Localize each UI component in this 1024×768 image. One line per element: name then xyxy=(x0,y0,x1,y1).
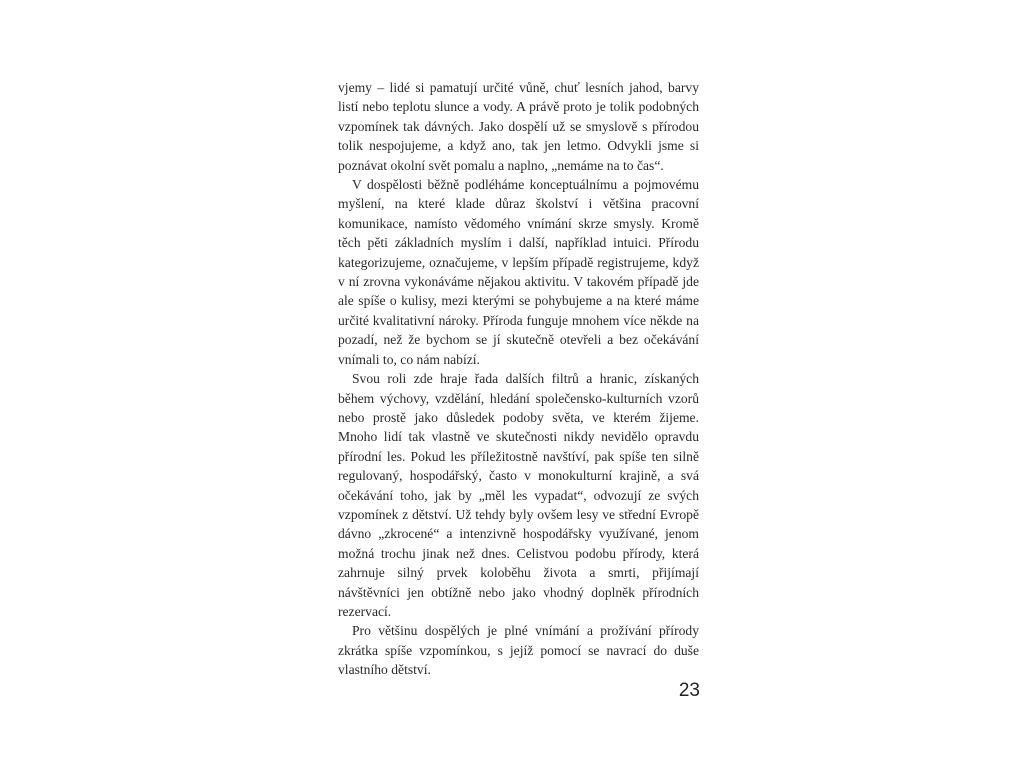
body-text xyxy=(338,78,699,680)
paragraph-continued: vjemy – lidé si pamatují určité vůně, chuť lesních jahod, barvy listí nebo teplotu slunce a vody. A právě proto je tolik podobných vzpomínek tak dávných. Jako dospělí už se smyslově s přírodou tolik nespojujeme, a když ano, tak jen letmo. Odvykli jsme si poznávat okolní svět pomalu a naplno, „nemáme na to čas“. xyxy=(338,80,699,173)
page-number: 23 xyxy=(678,680,700,701)
paragraph: V dospělosti běžně podléháme konceptuálnímu a pojmovému myšlení, na které klade důraz školství i většina pracovní komunikace, namísto vědomého vnímání skrze smysly. Kromě těch pěti základních myslím i další, například intuici. Přírodu kategorizujeme, označujeme, v lepším případě registrujeme, když v ní zrovna vykonáváme nějakou aktivitu. V takovém případě jde ale spíše o kulisy, mezi kterými se pohybujeme a na které máme určité kvalitativní nároky. Příroda funguje mnohem více někde na pozadí, než že bychom se jí skutečně otevřeli a bez očekávání vnímali to, co nám nabízí. xyxy=(338,177,699,367)
paragraph: Svou roli zde hraje řada dalších filtrů a hranic, získaných během výchovy, vzdělání, hledání společensko-kulturních vzorů nebo prostě jako důsledek podoby světa, ve kterém žijeme. Mnoho lidí tak vlastně ve skutečnosti nikdy nevidělo opravdu přírodní les. Pokud les příležitostně navštíví, pak spíše ten silně regulovaný, hospodářský, často v monokulturní krajině, a svá očekávání toho, jak by „měl les vypadat“, odvozují ze svých vzpomínek z dětství. Už tehdy byly ovšem lesy ve střední Evropě dávno „zkrocené“ a intenzivně hospodářsky využívané, jenom možná trochu jinak než dnes. Celistvou podobu přírody, která zahrnuje silný prvek koloběhu života a smrti, přijímají návštěvníci jen obtížně nebo jako vhodný doplněk přírodních rezervací. xyxy=(338,371,699,619)
paragraph: Pro většinu dospělých je plné vnímání a prožívání přírody zkrátka spíše vzpomínkou, s jejíž pomocí se navrací do duše vlastního dětství. xyxy=(338,623,699,678)
